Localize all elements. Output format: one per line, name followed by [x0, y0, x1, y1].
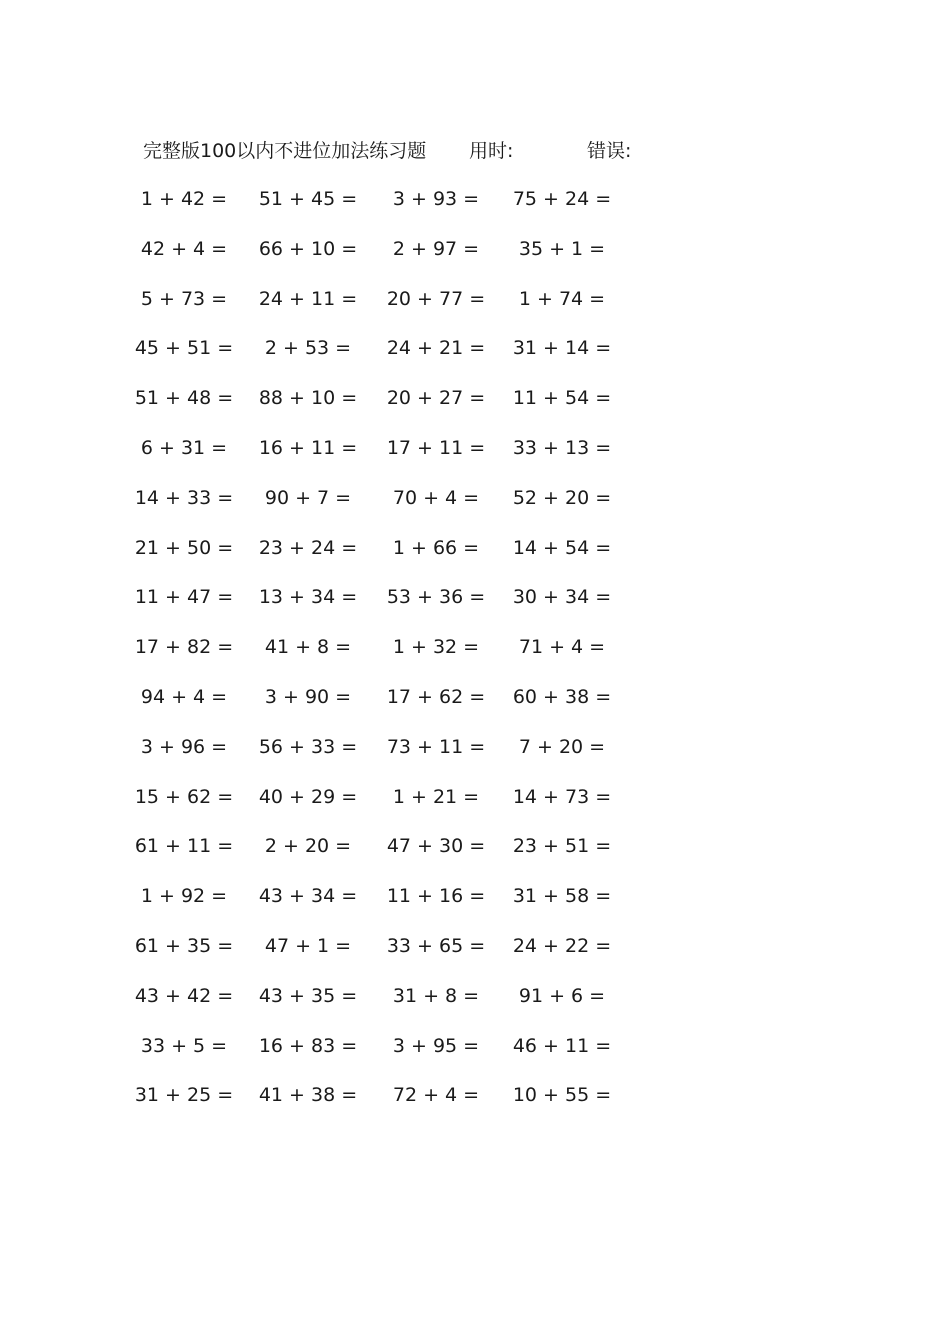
- problem-item: 31 + 14 =: [512, 337, 612, 360]
- problem-item: 31 + 8 =: [392, 984, 480, 1007]
- problem-item: 45 + 51 =: [134, 337, 234, 360]
- problem-item: 14 + 73 =: [512, 785, 612, 808]
- problem-item: 24 + 11 =: [258, 287, 358, 310]
- problem-item: 31 + 25 =: [134, 1084, 234, 1107]
- problem-item: 3 + 90 =: [264, 686, 352, 708]
- problem-item: 60 + 38 =: [512, 686, 612, 708]
- problem-item: 33 + 65 =: [386, 935, 486, 957]
- problem-item: 75 + 24 =: [512, 188, 612, 210]
- problem-item: 17 + 82 =: [134, 636, 234, 659]
- problem-item: 14 + 33 =: [134, 486, 234, 509]
- problem-item: 17 + 11 =: [386, 437, 486, 459]
- problem-item: 2 + 53 =: [264, 337, 352, 360]
- problem-item: 51 + 48 =: [134, 387, 234, 410]
- problem-item: 72 + 4 =: [392, 1084, 480, 1107]
- problem-item: 11 + 47 =: [134, 586, 234, 609]
- problem-item: 23 + 24 =: [258, 536, 358, 559]
- problem-item: 2 + 97 =: [392, 237, 480, 260]
- problem-item: 3 + 95 =: [392, 1034, 480, 1057]
- problem-item: 24 + 22 =: [512, 935, 612, 957]
- problem-item: 1 + 66 =: [392, 536, 480, 559]
- problem-item: 70 + 4 =: [392, 486, 480, 509]
- time-label: 用时:: [469, 140, 514, 162]
- problem-item: 15 + 62 =: [134, 785, 234, 808]
- problem-item: 46 + 11 =: [512, 1034, 612, 1057]
- problem-item: 20 + 27 =: [386, 387, 486, 410]
- problem-item: 66 + 10 =: [258, 237, 358, 260]
- problem-item: 33 + 5 =: [140, 1034, 228, 1057]
- problem-item: 94 + 4 =: [140, 686, 228, 708]
- problem-item: 11 + 54 =: [512, 387, 612, 410]
- problem-item: 7 + 20 =: [518, 735, 606, 758]
- problem-item: 3 + 93 =: [392, 188, 480, 210]
- problem-item: 16 + 11 =: [258, 437, 358, 459]
- problem-item: 33 + 13 =: [512, 437, 612, 459]
- problem-item: 88 + 10 =: [258, 387, 358, 410]
- problem-item: 51 + 45 =: [258, 188, 358, 210]
- problem-item: 53 + 36 =: [386, 586, 486, 609]
- problem-item: 10 + 55 =: [512, 1084, 612, 1107]
- problem-item: 43 + 34 =: [258, 885, 358, 908]
- problem-item: 3 + 96 =: [140, 735, 228, 758]
- problem-item: 47 + 1 =: [264, 935, 352, 957]
- error-label: 错误:: [587, 140, 632, 162]
- problem-item: 41 + 38 =: [258, 1084, 358, 1107]
- problem-item: 1 + 32 =: [392, 636, 480, 659]
- worksheet-title: 完整版100以内不进位加法练习题: [143, 140, 427, 162]
- problem-item: 31 + 58 =: [512, 885, 612, 908]
- problem-item: 24 + 21 =: [386, 337, 486, 360]
- problem-item: 73 + 11 =: [386, 735, 486, 758]
- problem-item: 1 + 42 =: [140, 188, 228, 210]
- problem-item: 90 + 7 =: [264, 486, 352, 509]
- problem-item: 23 + 51 =: [512, 835, 612, 858]
- problem-item: 41 + 8 =: [264, 636, 352, 659]
- problem-item: 2 + 20 =: [264, 835, 352, 858]
- problem-item: 43 + 35 =: [258, 984, 358, 1007]
- problem-item: 43 + 42 =: [134, 984, 234, 1007]
- problem-item: 30 + 34 =: [512, 586, 612, 609]
- problem-item: 1 + 21 =: [392, 785, 480, 808]
- problem-item: 61 + 11 =: [134, 835, 234, 858]
- problem-item: 16 + 83 =: [258, 1034, 358, 1057]
- problem-item: 61 + 35 =: [134, 935, 234, 957]
- problem-item: 5 + 73 =: [140, 287, 228, 310]
- problem-item: 40 + 29 =: [258, 785, 358, 808]
- problem-item: 35 + 1 =: [518, 237, 606, 260]
- problem-item: 47 + 30 =: [386, 835, 486, 858]
- problem-item: 42 + 4 =: [140, 237, 228, 260]
- problem-item: 21 + 50 =: [134, 536, 234, 559]
- problem-item: 1 + 74 =: [518, 287, 606, 310]
- problem-item: 56 + 33 =: [258, 735, 358, 758]
- problem-item: 13 + 34 =: [258, 586, 358, 609]
- problem-item: 17 + 62 =: [386, 686, 486, 708]
- problem-item: 1 + 92 =: [140, 885, 228, 908]
- problem-item: 6 + 31 =: [140, 437, 228, 459]
- problem-item: 14 + 54 =: [512, 536, 612, 559]
- problem-item: 52 + 20 =: [512, 486, 612, 509]
- problem-item: 11 + 16 =: [386, 885, 486, 908]
- problem-item: 91 + 6 =: [518, 984, 606, 1007]
- problem-item: 71 + 4 =: [518, 636, 606, 659]
- problem-item: 20 + 77 =: [386, 287, 486, 310]
